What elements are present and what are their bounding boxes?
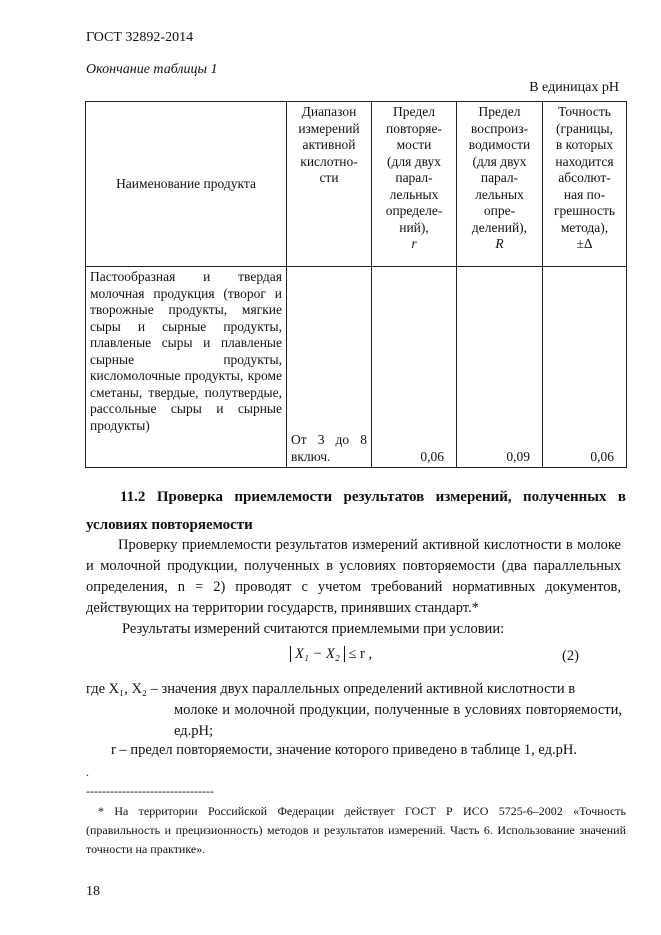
table-row xyxy=(86,267,627,468)
header-range: Диапазон измерений активной кислотно- сти xyxy=(287,102,372,267)
symbol-R: R xyxy=(495,236,504,251)
paragraph-condition: Результаты измерений считаются приемлемыми при условии: xyxy=(122,621,505,637)
units-label: В единицах pH xyxy=(529,80,619,95)
symbol-r: r xyxy=(411,236,417,251)
cell-accuracy: 0,06 xyxy=(543,267,627,468)
ph-accuracy-table xyxy=(85,101,627,468)
header-reproducibility: Предел воспроиз- водимости (для двух парал- лельных опре- делений), R xyxy=(457,102,543,267)
stray-dot: . xyxy=(86,765,89,779)
r-definition: r – предел повторяемости, значение которого приведено в таблице 1, ед.pH. xyxy=(111,742,578,758)
formula-abs-difference: X₁ − X₂ xyxy=(290,646,345,662)
header-accuracy: Точность (границы, в которых находится абсолют- ная по- грешность метода), ±Δ xyxy=(543,102,627,267)
cell-repeatability: 0,06 xyxy=(372,267,457,468)
footnote-separator: -------------------------------- xyxy=(86,784,214,798)
header-product-name: Наименование продукта xyxy=(86,102,287,267)
table-header-row xyxy=(86,102,627,267)
cell-range: От 3 до 8 включ. xyxy=(287,267,372,468)
cell-product: Пастообразная и твердая молочная продукция (творог и творожные продукты, мягкие сыры и сырные продукты, плавленые сыры и плавленые сырные продукты, кисломолочные продукты, кроме сметаны, твердые, полутвердые, рассольные сыры и сырные продукты) xyxy=(86,267,287,468)
formula-rhs: ≤ r , xyxy=(348,646,373,662)
where-lead: где X₁, X₂ – значения двух параллельных определений активной кислотности в xyxy=(86,681,576,697)
standard-code: ГОСТ 32892-2014 xyxy=(86,30,194,45)
header-repeatability: Предел повторяе- мости (для двух парал- лельных определе- ний), r xyxy=(372,102,457,267)
section-heading: 11.2 Проверка приемлемости результатов измерений, полученных в условиях повторяемости xyxy=(86,489,626,533)
page-number: 18 xyxy=(86,884,100,899)
table-caption: Окончание таблицы 1 xyxy=(86,62,218,77)
footnote-text: * На территории Российской Федерации действует ГОСТ Р ИСО 5725-6–2002 «Точность (правильность и прецизионность) методов и результатов измерений. Часть 6. Использование значений точности на практике». xyxy=(86,804,626,856)
formula xyxy=(290,646,372,663)
paragraph-acceptability: Проверку приемлемости результатов измерений активной кислотности в молоке и молочной продукции, полученных в условиях повторяемости (два параллельных определения, n = 2) проводят с учетом требований нормативных документов, действующих на территории государств, принявших стандарт.* xyxy=(86,537,621,616)
where-clause xyxy=(86,679,622,742)
equation-number: (2) xyxy=(562,648,579,664)
cell-reproducibility: 0,09 xyxy=(457,267,543,468)
symbol-delta: ±Δ xyxy=(576,236,593,251)
where-continuation: молоке и молочной продукции, полученные в условиях повторяемости, ед.pH; xyxy=(174,702,622,739)
footnote xyxy=(86,802,626,859)
